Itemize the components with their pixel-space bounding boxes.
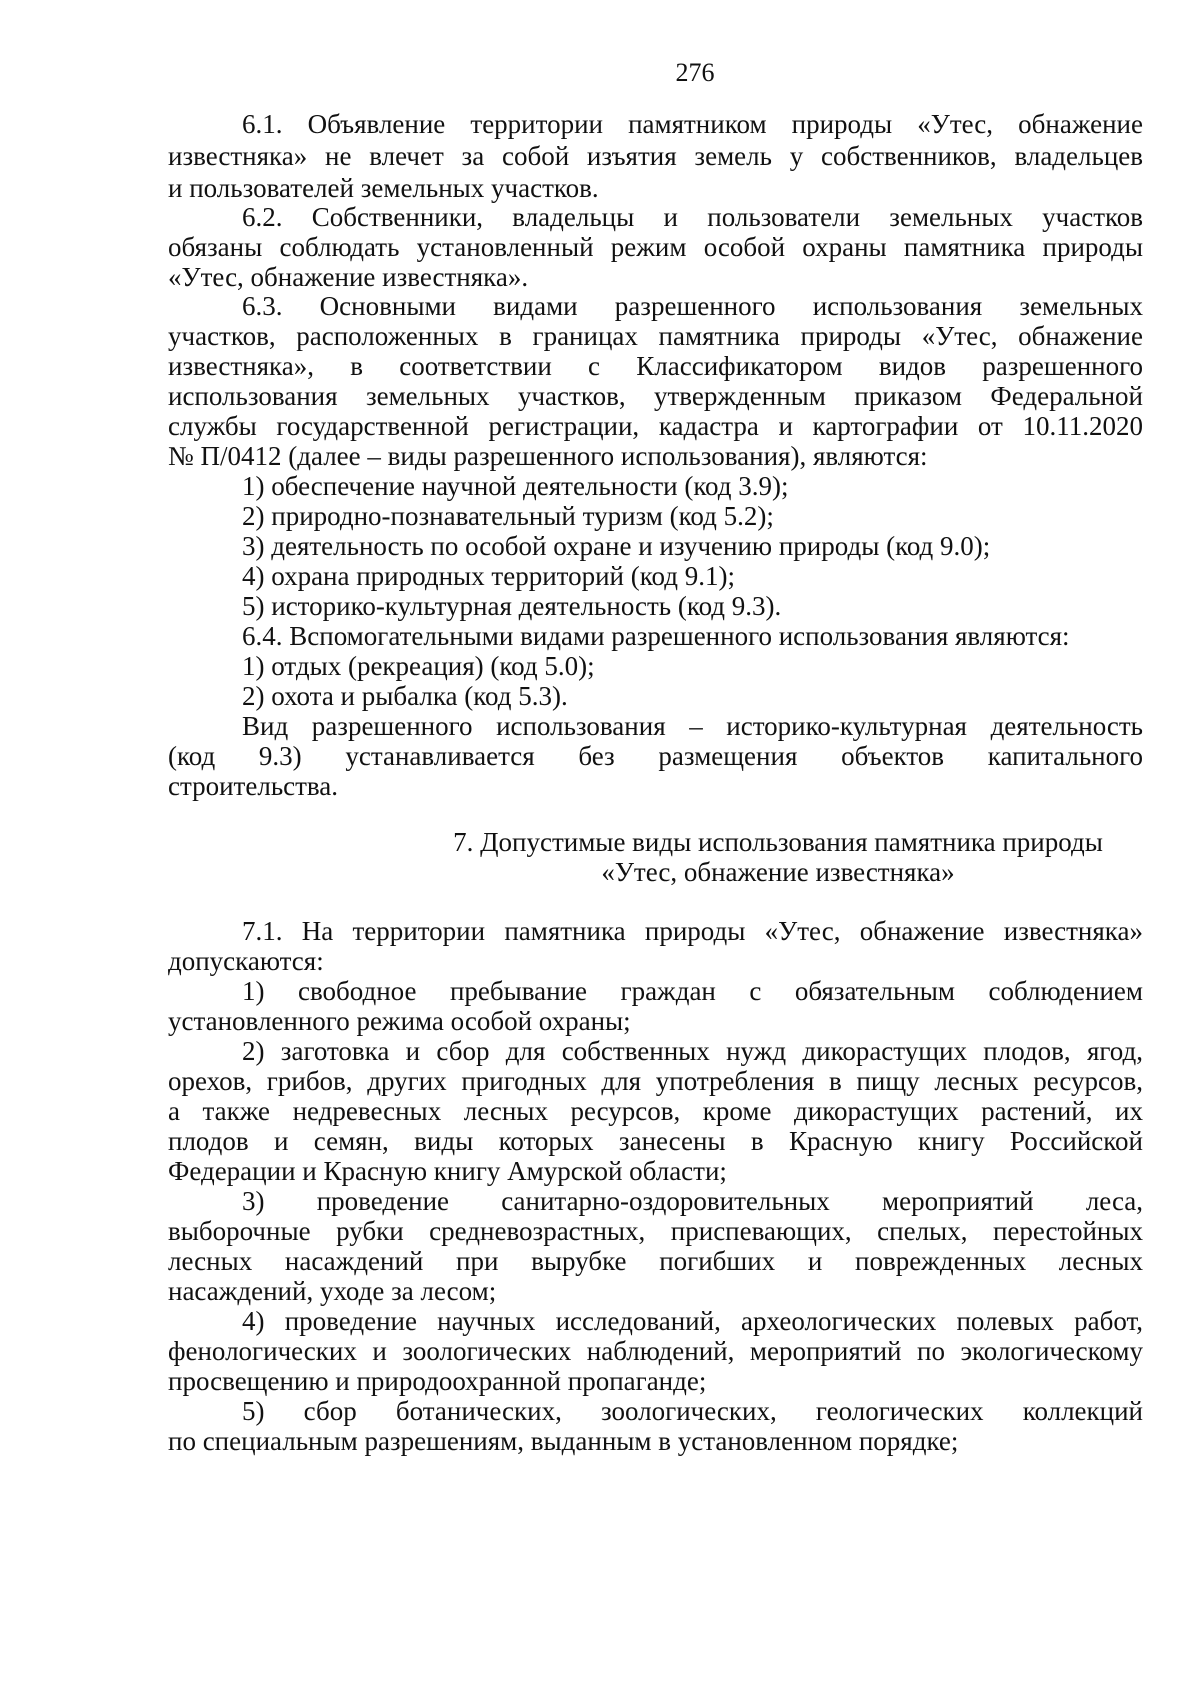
text-line: 6.4. Вспомогательными видами разрешенного использования являются: bbox=[242, 621, 1070, 651]
text-line: «Утес, обнажение известняка». bbox=[168, 262, 529, 292]
list-item: 1) свободное пребывание граждан с обязательным соблюдением bbox=[242, 976, 1143, 1006]
text-line: 6.2. Собственники, владельцы и пользователи земельных участков bbox=[242, 202, 1143, 232]
text-line: Вид разрешенного использования – историко-культурная деятельность bbox=[242, 711, 1143, 741]
text-line: просвещению и природоохранной пропаганде; bbox=[168, 1366, 707, 1396]
page-number: 276 bbox=[675, 58, 715, 87]
list-item: 5) сбор ботанических, зоологических, геологических коллекций bbox=[242, 1396, 1143, 1426]
text-line: по специальным разрешениям, выданным в установленном порядке; bbox=[168, 1426, 959, 1456]
list-item: 3) деятельность по особой охране и изучению природы (код 9.0); bbox=[242, 531, 991, 561]
text-line: № П/0412 (далее – виды разрешенного использования), являются: bbox=[168, 441, 928, 471]
list-item: 2) природно-познавательный туризм (код 5.2); bbox=[242, 501, 774, 531]
text-line: выборочные рубки средневозрастных, приспевающих, спелых, перестойных bbox=[168, 1216, 1143, 1246]
list-item: 2) заготовка и сбор для собственных нужд дикорастущих плодов, ягод, bbox=[242, 1036, 1143, 1066]
list-item: 4) проведение научных исследований, археологических полевых работ, bbox=[242, 1306, 1143, 1336]
section-heading: 7. Допустимые виды использования памятника природы bbox=[453, 827, 1103, 857]
text-line: фенологических и зоологических наблюдений, мероприятий по экологическому bbox=[168, 1336, 1143, 1366]
text-line: использования земельных участков, утвержденным приказом Федеральной bbox=[168, 381, 1143, 411]
text-line: 6.1. Объявление территории памятником природы «Утес, обнажение bbox=[242, 109, 1143, 139]
list-item: 1) обеспечение научной деятельности (код 3.9); bbox=[242, 471, 789, 501]
text-line: Федерации и Красную книгу Амурской области; bbox=[168, 1156, 727, 1186]
list-item: 2) охота и рыбалка (код 5.3). bbox=[242, 681, 568, 711]
list-item: 4) охрана природных территорий (код 9.1); bbox=[242, 561, 735, 591]
text-line: строительства. bbox=[168, 771, 339, 801]
text-line: орехов, грибов, других пригодных для употребления в пищу лесных ресурсов, bbox=[168, 1066, 1143, 1096]
text-line: допускаются: bbox=[168, 946, 324, 976]
text-line: участков, расположенных в границах памятника природы «Утес, обнажение bbox=[168, 321, 1143, 351]
text-line: насаждений, уходе за лесом; bbox=[168, 1276, 497, 1306]
text-line: лесных насаждений при вырубке погибших и поврежденных лесных bbox=[168, 1246, 1143, 1276]
text-line: плодов и семян, виды которых занесены в Красную книгу Российской bbox=[168, 1126, 1143, 1156]
list-item: 1) отдых (рекреация) (код 5.0); bbox=[242, 651, 595, 681]
list-item: 3) проведение санитарно-оздоровительных мероприятий леса, bbox=[242, 1186, 1143, 1216]
text-line: и пользователей земельных участков. bbox=[168, 173, 599, 203]
text-line: установленного режима особой охраны; bbox=[168, 1006, 631, 1036]
text-line: известняка» не влечет за собой изъятия земель у собственников, владельцев bbox=[168, 141, 1143, 171]
text-line: а также недревесных лесных ресурсов, кроме дикорастущих растений, их bbox=[168, 1096, 1143, 1126]
text-line: обязаны соблюдать установленный режим особой охраны памятника природы bbox=[168, 232, 1143, 262]
list-item: 5) историко-культурная деятельность (код 9.3). bbox=[242, 591, 782, 621]
text-line: известняка», в соответствии с Классификатором видов разрешенного bbox=[168, 351, 1143, 381]
text-line: службы государственной регистрации, кадастра и картографии от 10.11.2020 bbox=[168, 411, 1143, 441]
text-line: (код 9.3) устанавливается без размещения объектов капитального bbox=[168, 741, 1143, 771]
section-heading-continued: «Утес, обнажение известняка» bbox=[601, 857, 955, 887]
text-line: 7.1. На территории памятника природы «Утес, обнажение известняка» bbox=[242, 916, 1143, 946]
text-line: 6.3. Основными видами разрешенного использования земельных bbox=[242, 291, 1143, 321]
